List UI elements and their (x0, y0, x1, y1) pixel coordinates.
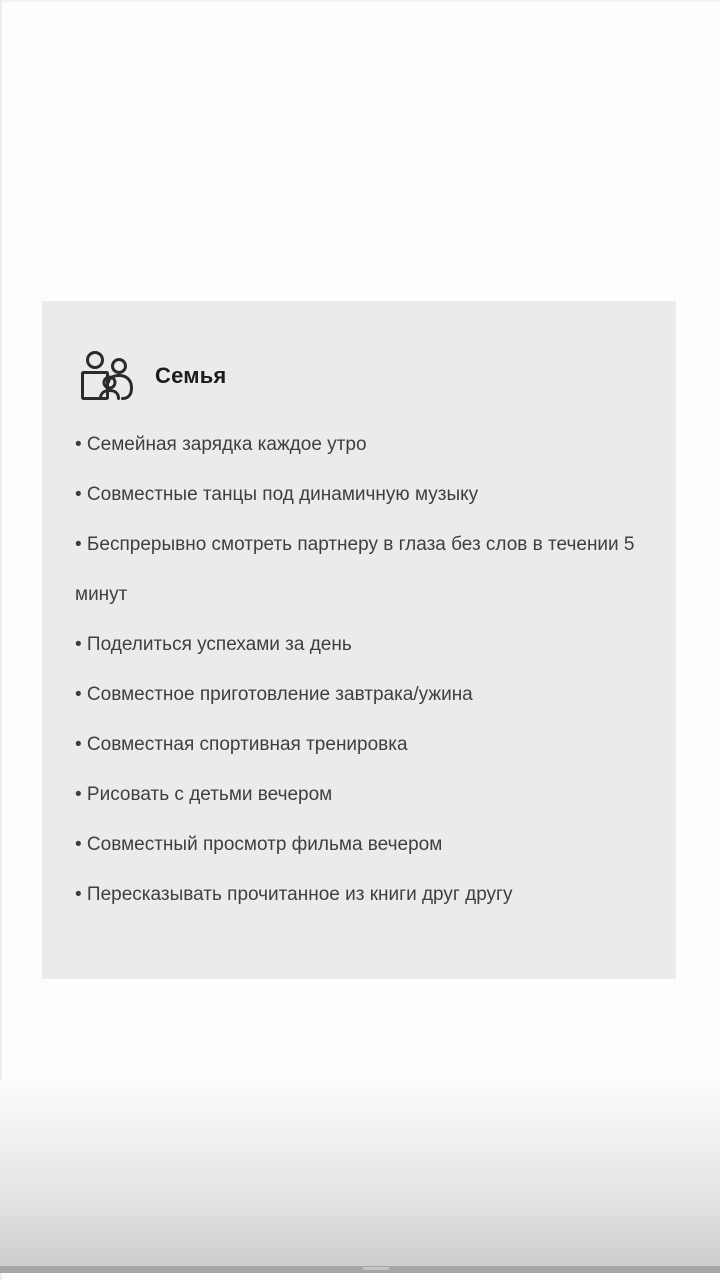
bottom-bar (0, 1266, 720, 1273)
list-item-text: Совместное приготовление завтрака/ужина (81, 684, 473, 705)
list-item (75, 820, 675, 870)
list-item-text: Пересказывать прочитанное из книги друг другу (81, 884, 513, 905)
family-card (42, 301, 676, 979)
bullet-glyph: • (75, 884, 82, 905)
list-item-text: Семейная зарядка каждое утро (81, 434, 367, 455)
list-item (75, 870, 675, 920)
bullet-glyph: • (75, 484, 82, 505)
bullet-glyph: • (75, 684, 82, 705)
list-item (75, 520, 675, 620)
bullet-glyph: • (75, 634, 82, 655)
list-item-text: Совместная спортивная тренировка (81, 734, 408, 755)
list-item (75, 620, 675, 670)
bottom-gradient (0, 1080, 720, 1273)
bullet-glyph: • (75, 534, 82, 555)
gesture-dash (363, 1267, 389, 1270)
family-icon (79, 350, 135, 402)
bullet-glyph: • (75, 434, 82, 455)
list-item (75, 720, 675, 770)
bullet-glyph: • (75, 784, 82, 805)
list-item-text: Беспрерывно смотреть партнеру в глаза без слов в течении 5 минут (75, 534, 635, 605)
top-edge-line (0, 0, 720, 2)
list-item-text: Рисовать с детьми вечером (81, 784, 333, 805)
list-item-text: Совместный просмотр фильма вечером (81, 834, 443, 855)
list-item (75, 770, 675, 820)
list-item-text: Совместные танцы под динамичную музыку (81, 484, 479, 505)
bullet-glyph: • (75, 734, 82, 755)
bullet-glyph: • (75, 834, 82, 855)
card-header (79, 350, 226, 402)
list-item (75, 420, 675, 470)
card-title: Семья (155, 363, 227, 388)
list-item (75, 470, 675, 520)
list-item-text: Поделиться успехами за день (81, 634, 352, 655)
list-item (75, 670, 675, 720)
activity-list (75, 420, 675, 920)
